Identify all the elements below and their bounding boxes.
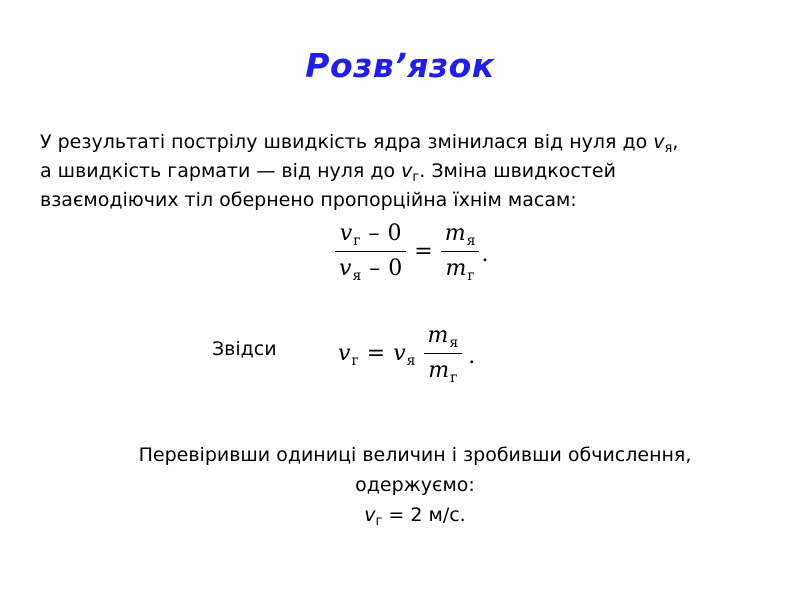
fraction-numerator [336,220,406,251]
math-sub: г [351,353,359,369]
fraction-mass-ratio [441,220,480,283]
fraction-denominator [441,252,478,283]
result-value: = 2 м/с. [382,504,466,526]
var-sub: я [664,141,673,156]
var-sub: г [412,170,420,185]
fraction-velocity-ratio [335,220,406,283]
equation-result [338,322,475,385]
math-operator: – [368,221,380,246]
var-v: v [364,504,376,526]
math-var: v [338,341,351,366]
text-line-2 [40,157,780,186]
factor [393,341,416,369]
equation-end-dot: . [481,242,489,267]
math-var: m [444,221,466,246]
equals-sign: = [414,239,433,264]
result-line [0,500,800,530]
lhs [338,341,359,369]
math-sub: г [467,268,475,284]
math-sub: я [352,268,362,284]
math-var: v [339,256,352,281]
problem-text [40,128,780,215]
conclusion-text [0,440,800,530]
math-var: m [428,358,450,383]
fraction-denominator [424,354,461,385]
math-sub: я [449,335,459,351]
var-v: v [401,160,413,182]
conclusion-line-1: Перевіривши одиниці величин і зробивши обчислення, [138,444,692,466]
var-sub: г [375,514,383,529]
text-line-2-body: а швидкість гармати — від нуля до [40,160,402,182]
math-sub: г [450,370,458,386]
text-line-3: взаємодіючих тіл обернено пропорційна їхнім масам: [40,189,577,211]
fraction-numerator [424,322,463,353]
math-var: v [339,221,353,246]
math-sub: г [353,233,361,249]
math-number: 0 [387,221,402,246]
slide-title: Розв’язок [305,46,495,85]
math-sub: я [466,233,476,249]
fraction-mass-ratio [424,322,463,385]
fraction-numerator [441,220,480,251]
text-line-1 [40,128,780,157]
math-var: m [445,256,467,281]
conclusion-line-2: одержуємо: [355,474,475,496]
text-line-1-end: , [672,131,679,153]
math-number: 0 [388,256,403,281]
var-v: v [653,131,665,153]
equals-sign: = [366,341,386,366]
math-operator: – [369,256,381,281]
math-var: m [427,323,449,348]
fraction-denominator [335,252,406,283]
math-sub: я [406,353,416,369]
text-line-2-end: . Зміна швидкостей [419,160,616,182]
zvidsy-label: Звідси [212,338,277,360]
text-line-1-body: У результаті пострілу швидкість ядра змінилася від нуля до [40,131,654,153]
equation-ratio [335,220,488,283]
equation-end-dot: . [468,344,476,369]
math-var: v [393,341,406,366]
